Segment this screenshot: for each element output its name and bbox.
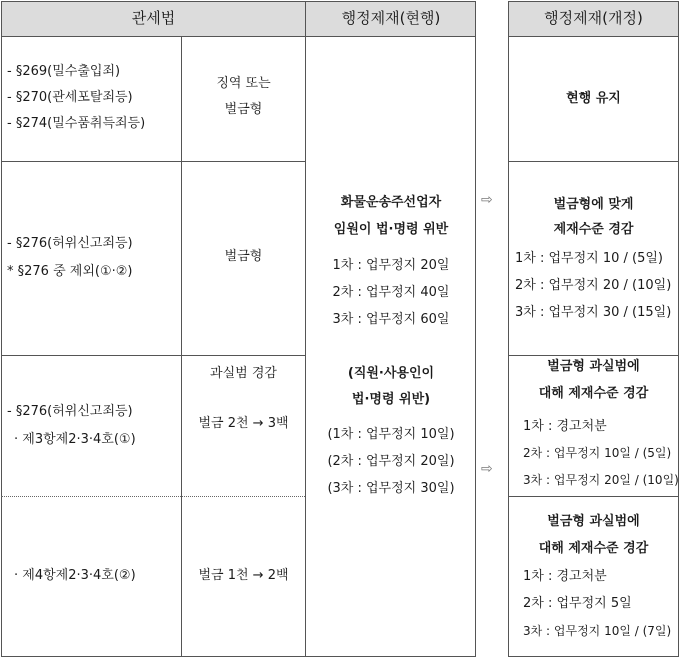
revised-title: 대해 제재수준 경감 xyxy=(538,386,649,401)
current-title: 법·명령 위반) xyxy=(351,392,431,407)
right-arrow-icon: ⇨ xyxy=(481,461,493,477)
law-penalty: 벌금형 xyxy=(224,249,263,264)
current-title: 임원이 법·명령 위반 xyxy=(333,222,449,237)
revised-line: 1차 : 경고처분 xyxy=(523,419,607,434)
law-item: * §276 중 제외(①·②) xyxy=(7,264,133,279)
law-penalty: 과실범 경감 xyxy=(210,366,277,381)
revised-title: 벌금형 과실범에 xyxy=(547,359,640,374)
law-row-divider-1 xyxy=(1,161,305,162)
revised-line: 3차 : 업무정지 10일 / (7일) xyxy=(523,624,672,638)
header-current-sanction: 행정제재(현행) xyxy=(341,9,441,27)
revised-line: 2차 : 업무정지 10일 / (5일) xyxy=(523,446,672,460)
law-penalty-divider xyxy=(181,36,182,657)
revised-line: 1차 : 업무정지 10 / (5일) xyxy=(515,251,663,266)
right-arrow-icon: ⇨ xyxy=(481,192,493,208)
law-penalty: 벌금 1천 → 2백 xyxy=(198,568,289,583)
revised-title: 대해 제재수준 경감 xyxy=(538,541,649,556)
law-row-divider-2 xyxy=(1,355,305,356)
current-title: (직원·사용인이 xyxy=(347,366,435,381)
revised-row-divider-3 xyxy=(508,496,679,497)
revised-row-divider-2 xyxy=(508,355,679,356)
law-penalty: 벌금 2천 → 3백 xyxy=(198,416,289,431)
law-penalty: 징역 또는 xyxy=(216,76,271,91)
current-line: 2차 : 업무정지 40일 xyxy=(332,285,450,300)
law-item: - §270(관세포탈죄등) xyxy=(7,90,133,105)
law-item: - §276(허위신고죄등) xyxy=(7,404,133,419)
revised-row-divider-1 xyxy=(508,161,679,162)
revised-title: 벌금형에 맞게 xyxy=(553,197,634,212)
revised-title: 제재수준 경감 xyxy=(553,222,634,237)
revised-line: 2차 : 업무정지 20 / (10일) xyxy=(515,278,672,293)
right-header-divider xyxy=(508,36,679,37)
law-penalty: 벌금형 xyxy=(224,102,263,117)
revised-line: 3차 : 업무정지 20일 / (10일) xyxy=(523,473,679,487)
revised-title: 현행 유지 xyxy=(566,91,621,106)
law-item: - §274(밀수품취득죄등) xyxy=(7,116,146,131)
current-line: (2차 : 업무정지 20일) xyxy=(327,454,455,469)
law-current-divider xyxy=(305,1,306,657)
header-revised-sanction: 행정제재(개정) xyxy=(544,9,643,27)
left-header-divider xyxy=(1,36,476,37)
current-line: 1차 : 업무정지 20일 xyxy=(332,258,450,273)
law-item: · 제3항제2·3·4호(①) xyxy=(14,432,136,447)
revised-line: 1차 : 경고처분 xyxy=(523,569,607,584)
law-item: - §269(밀수출입죄) xyxy=(7,64,121,79)
revised-line: 2차 : 업무정지 5일 xyxy=(523,596,632,611)
law-item: - §276(허위신고죄등) xyxy=(7,236,133,251)
current-line: (3차 : 업무정지 30일) xyxy=(327,481,455,496)
law-row-divider-3 xyxy=(1,496,305,497)
law-item: · 제4항제2·3·4호(②) xyxy=(14,568,136,583)
current-title: 화물운송주선업자 xyxy=(340,195,442,210)
current-line: 3차 : 업무정지 60일 xyxy=(332,312,450,327)
revised-title: 벌금형 과실범에 xyxy=(547,514,640,529)
revised-line: 3차 : 업무정지 30 / (15일) xyxy=(515,305,672,320)
current-line: (1차 : 업무정지 10일) xyxy=(327,427,455,442)
header-customs-law: 관세법 xyxy=(131,9,176,27)
